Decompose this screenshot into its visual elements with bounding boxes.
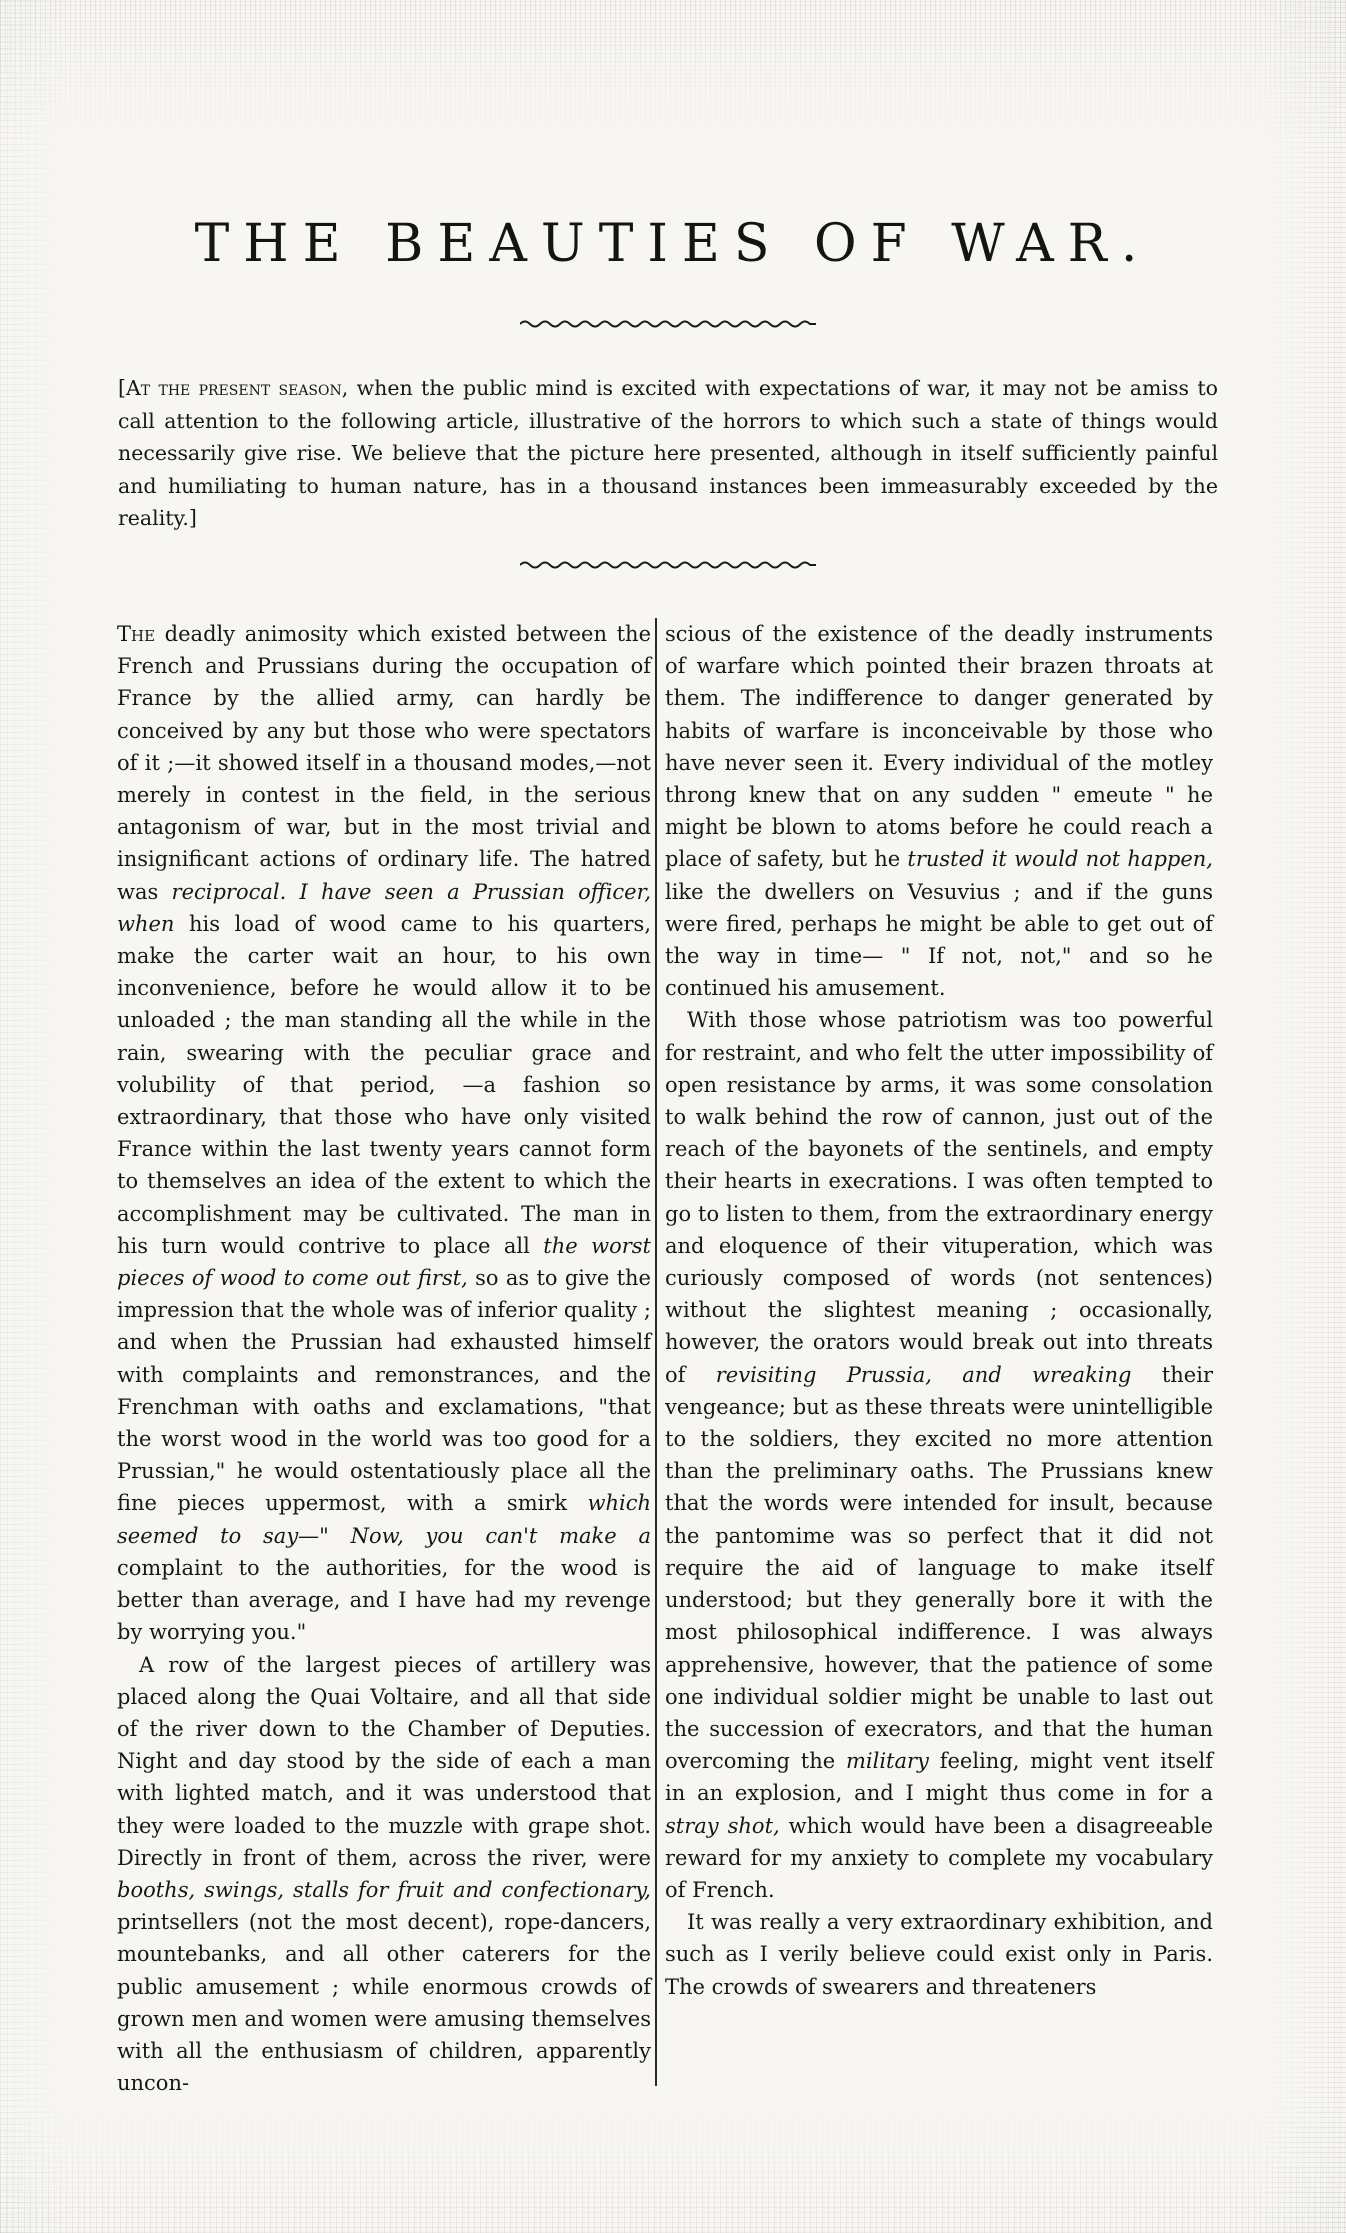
text-run: scious of the existence of the deadly instruments of warfare which pointed their brazen throats at them. The indifference to danger generated by habits of warfare is inconceivable by those who have never seen it. Every individual of the motley throng knew that on any sudden " emeute " he might be blown to atoms before he could reach a place of safety, but he — [665, 622, 1213, 872]
paragraph — [665, 1906, 1213, 2003]
drop-lead: The — [117, 622, 156, 646]
text-run: printsellers (not the most decent), rope-dancers, mountebanks, and all other caterers for the public amusement ; while enormous crowds of grown men and women were amusing themselves with all the enthusiasm of children, apparently uncon- — [117, 1910, 651, 2096]
paragraph — [665, 1004, 1213, 1906]
ornamental-rule — [520, 318, 816, 330]
column-divider — [655, 618, 657, 2086]
text-run: their vengeance; but as these threats were unintelligible to the soldiers, they excited no more attention than the preliminary oaths. The Prussians knew that the words were intended for insult, because the pantomime was so perfect that it did not require the aid of language to make itself understood; but they generally bore it with the most philosophical indifference. I was always apprehensive, however, that the patience of some one individual soldier might be unable to last out the succession of execrators, and that the human overcoming the — [665, 1362, 1213, 1774]
text-run: like the dwellers on Vesuvius ; and if the guns were fired, perhaps he might be able to get out of the way in time— " If not, not," and so he continued his amusement. — [665, 879, 1213, 1001]
scan-noise-right — [1256, 0, 1346, 2233]
scan-noise-left — [0, 0, 70, 2233]
italic-run: revisiting Prussia, and wreaking — [715, 1362, 1132, 1387]
text-run: complaint to the authorities, for the wood is better than average, and I have had my revenge by worrying you." — [117, 1555, 651, 1645]
italic-run: stray shot, — [665, 1813, 780, 1838]
intro-lead: At the present season, — [126, 376, 349, 400]
intro-text: when the public mind is excited with expectations of war, it may not be amiss to call attention to the following article, illustrative of the horrors to which such a state of things would necessarily give rise. We believe that the picture here presented, although in itself sufficiently painful and humiliating to human nature, has in a thousand instances been immeasurably exceeded by the reality. — [118, 376, 1218, 530]
ornamental-rule — [520, 559, 816, 571]
left-column — [117, 618, 651, 2099]
text-run: his load of wood came to his quarters, make the carter wait an hour, to his own inconvenience, before he would allow it to be unloaded ; the man standing all the while in the rain, swearing with the peculiar grace and volubility of that period, —a fashion so extraordinary, that those who have only visited France within the last twenty years cannot form to themselves an idea of the extent to which the accomplishment may be cultivated. The man in his turn would contrive to place all — [117, 911, 651, 1258]
right-column — [665, 618, 1213, 2003]
text-run: feeling, might vent itself in an explosion, and I might thus come in for a — [665, 1749, 1213, 1806]
text-run: which would have been a disagreeable reward for my anxiety to complete my vocabulary of French. — [665, 1813, 1213, 1902]
italic-run: the worst pieces of wood to come out first, — [117, 1233, 651, 1291]
paragraph — [665, 618, 1213, 1004]
italic-run: reciprocal. I have seen a Prussian officer, when — [117, 879, 651, 936]
text-run: so as to give the impression that the whole was of inferior quality ; and when the Prussian had exhausted himself with complaints and remonstrances, and the Frenchman with oaths and exclamations, "that the worst wood in the world was too good for a Prussian," he would ostentatiously place all the fine pieces uppermost, with a smirk — [117, 1266, 651, 1516]
editor-intro: [At the present season, when the public mind is excited with expectations of war, it may not be amiss to call attention to the following article, illustrative of the horrors to which such a state of things would necessarily give rise. We believe that the picture here presented, although in itself sufficiently painful and humiliating to human nature, has in a thousand instances been immeasurably exceeded by the reality.] — [118, 376, 1218, 530]
italic-run: booths, swings, stalls for fruit and confectionary, — [117, 1877, 651, 1902]
text-run: With those whose patriotism was too powerful for restraint, and who felt the utter impossibility of open resistance by arms, it was some consolation to walk behind the row of cannon, just out of the reach of the bayonets of the sentinels, and empty their hearts in execrations. I was often tempted to go to listen to them, from the extraordinary energy and eloquence of their vituperation, which was curiously composed of words (not sentences) without the slightest meaning ; occasionally, however, the orators would break out into threats of — [665, 1008, 1213, 1387]
scan-noise-bottom — [0, 2093, 1346, 2233]
paragraph — [117, 618, 651, 1649]
text-run: A row of the largest pieces of artillery was placed along the Quai Voltaire, and all that side of the river down to the Chamber of Deputies. Night and day stood by the side of each a man with lighted match, and it was understood that they were loaded to the muzzle with grape shot. Directly in front of them, across the river, were — [117, 1652, 651, 1870]
text-run: deadly animosity which existed between the French and Prussians during the occupation of France by the allied army, can hardly be conceived by any but those who were spectators of it ;—it showed itself in a thousand modes,—not merely in contest in the field, in the serious antagonism of war, but in the most trivial and insignificant actions of ordinary life. The hatred was — [117, 622, 651, 904]
scan-noise-top — [0, 0, 1346, 150]
italic-run: trusted it would not happen, — [907, 847, 1213, 872]
text-run: It was really a very extraordinary exhibition, and such as I verily believe could exist only in Paris. The crowds of swearers and threateners — [665, 1910, 1213, 1999]
italic-run: military — [845, 1749, 929, 1774]
italic-run: which seemed to say—" Now, you can't make a — [117, 1491, 651, 1548]
article-title: THE BEAUTIES OF WAR. — [194, 214, 1152, 274]
paragraph — [117, 1649, 651, 2100]
